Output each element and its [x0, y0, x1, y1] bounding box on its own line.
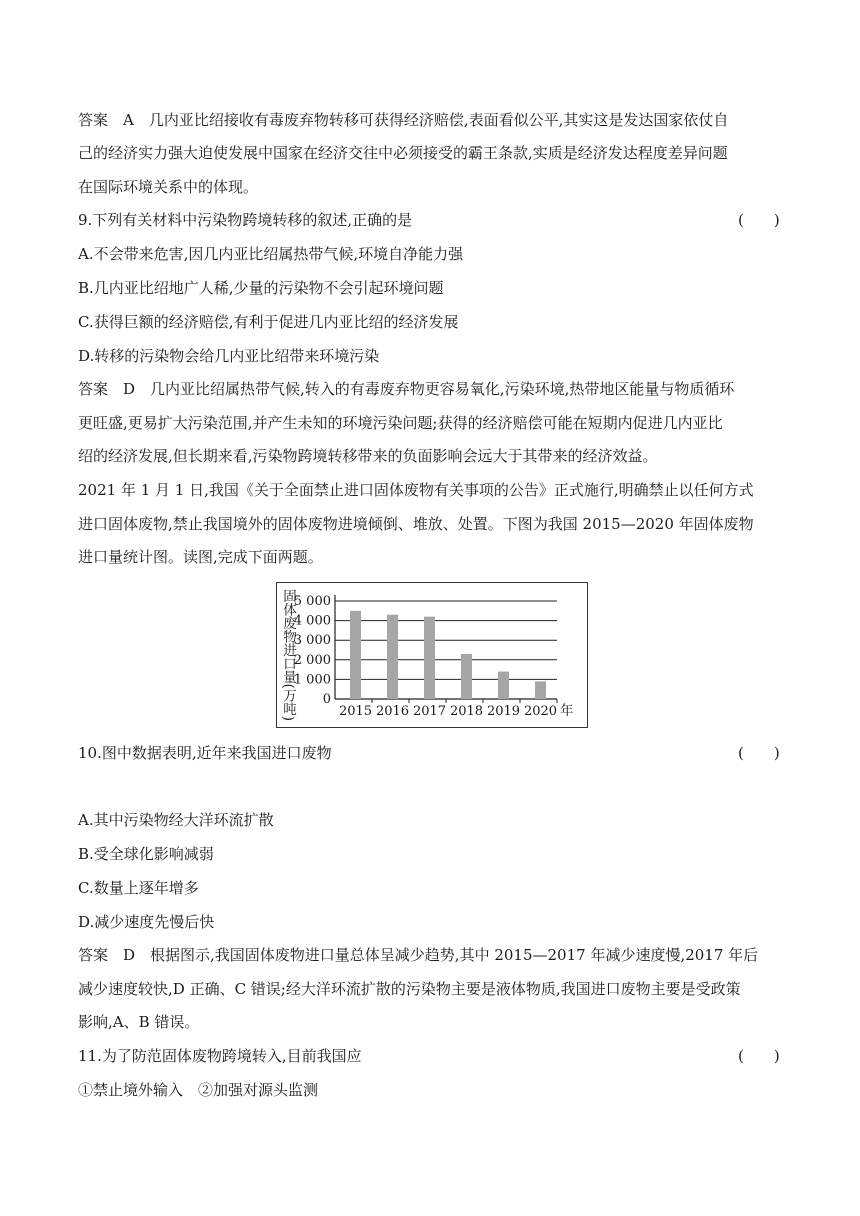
question-9-option-d: D.转移的污染物会给几内亚比绍带来环境污染 [78, 347, 380, 365]
question-11-choices: ①禁止境外输入 ②加强对源头监测 [78, 1081, 319, 1099]
bar-2018 [461, 654, 472, 699]
question-9-option-c: C.获得巨额的经济赔偿,有利于促进几内亚比绍的经济发展 [78, 313, 459, 331]
answer-10-line-3: 影响,A、B 错误。 [78, 1013, 200, 1031]
x-tick-label: 2017 [412, 704, 447, 719]
answer-9-line-3: 绍的经济发展,但长期来看,污染物跨境转移带来的负面影响会远大于其带来的经济效益。 [78, 447, 658, 465]
bar-2016 [387, 615, 398, 699]
answer-bracket-q10: ( ) [738, 744, 780, 762]
y-tick-label: 3 000 [293, 633, 331, 649]
question-10-option-d: D.减少速度先慢后快 [78, 913, 215, 931]
answer-9-line-2: 更旺盛,更易扩大污染范围,并产生未知的环境污染问题;获得的经济赔偿可能在短期内促进几内亚比 [78, 414, 723, 432]
y-tick-label: 5 000 [293, 594, 331, 609]
y-tick-label: 1 000 [293, 672, 331, 688]
bar-2020 [535, 681, 546, 699]
question-9-option-a: A.不会带来危害,因几内亚比绍属热带气候,环境自净能力强 [78, 245, 464, 263]
waste-import-chart [276, 582, 588, 728]
question-10-option-a: A.其中污染物经大洋环流扩散 [78, 811, 274, 829]
x-tick-label: 2016 [375, 704, 410, 719]
answer-10-line-1: 答案 D 根据图示,我国固体废物进口量总体呈减少趋势,其中 2015—2017 年减少速度慢,2017 年后 [78, 946, 759, 964]
answer-bracket-q9: ( ) [738, 211, 780, 229]
answer-9-line-1: 答案 D 几内亚比绍属热带气候,转入的有毒废弃物更容易氧化,污染环境,热带地区能量与物质循环 [78, 380, 735, 398]
y-tick-label: 2 000 [293, 652, 331, 668]
chart-canvas [277, 583, 587, 727]
answer-bracket-q11: ( ) [738, 1047, 780, 1065]
x-axis-unit: 年 [560, 703, 574, 719]
answer-8-line-2: 己的经济实力强大迫使发展中国家在经济交往中必须接受的霸王条款,实质是经济发达程度差异问题 [78, 144, 728, 162]
question-10-option-c: C.数量上逐年增多 [78, 879, 199, 897]
question-11-stem: 11.为了防范固体废物跨境转入,目前我国应 [78, 1047, 362, 1065]
y-tick-label: 0 [322, 692, 331, 707]
answer-10-line-2: 减少速度较快,D 正确、C 错误;经大洋环流扩散的污染物主要是液体物质,我国进口废物主要是受政策 [78, 980, 741, 998]
material-line-2: 进口固体废物,禁止我国境外的固体废物进境倾倒、堆放、处置。下图为我国 2015—2020 年固体废物 [78, 515, 754, 533]
material-line-3: 进口量统计图。读图,完成下面两题。 [78, 548, 323, 566]
bar-2017 [424, 617, 435, 699]
answer-8-line-3: 在国际环境关系中的体现。 [78, 178, 259, 196]
bar-2015 [350, 611, 361, 699]
x-tick-label: 2019 [486, 704, 521, 719]
x-tick-label: 2020 [523, 704, 558, 719]
question-9-stem: 9.下列有关材料中污染物跨境转移的叙述,正确的是 [78, 211, 413, 229]
x-tick-label: 2015 [338, 704, 373, 719]
question-9-option-b: B.几内亚比绍地广人稀,少量的污染物不会引起环境问题 [78, 279, 444, 297]
question-10-option-b: B.受全球化影响减弱 [78, 845, 214, 863]
answer-8-line-1: 答案 A 几内亚比绍接收有毒废弃物转移可获得经济赔偿,表面看似公平,其实这是发达国家依仗自 [78, 111, 729, 129]
y-tick-label: 4 000 [293, 613, 331, 629]
chart-ylabel: 固体废物进口量(万吨) [280, 588, 296, 722]
material-line-1: 2021 年 1 月 1 日,我国《关于全面禁止进口固体废物有关事项的公告》正式施行,明确禁止以任何方式 [78, 481, 754, 499]
bar-2019 [498, 672, 509, 699]
x-tick-label: 2018 [449, 704, 484, 719]
question-10-stem: 10.图中数据表明,近年来我国进口废物 [78, 744, 332, 762]
